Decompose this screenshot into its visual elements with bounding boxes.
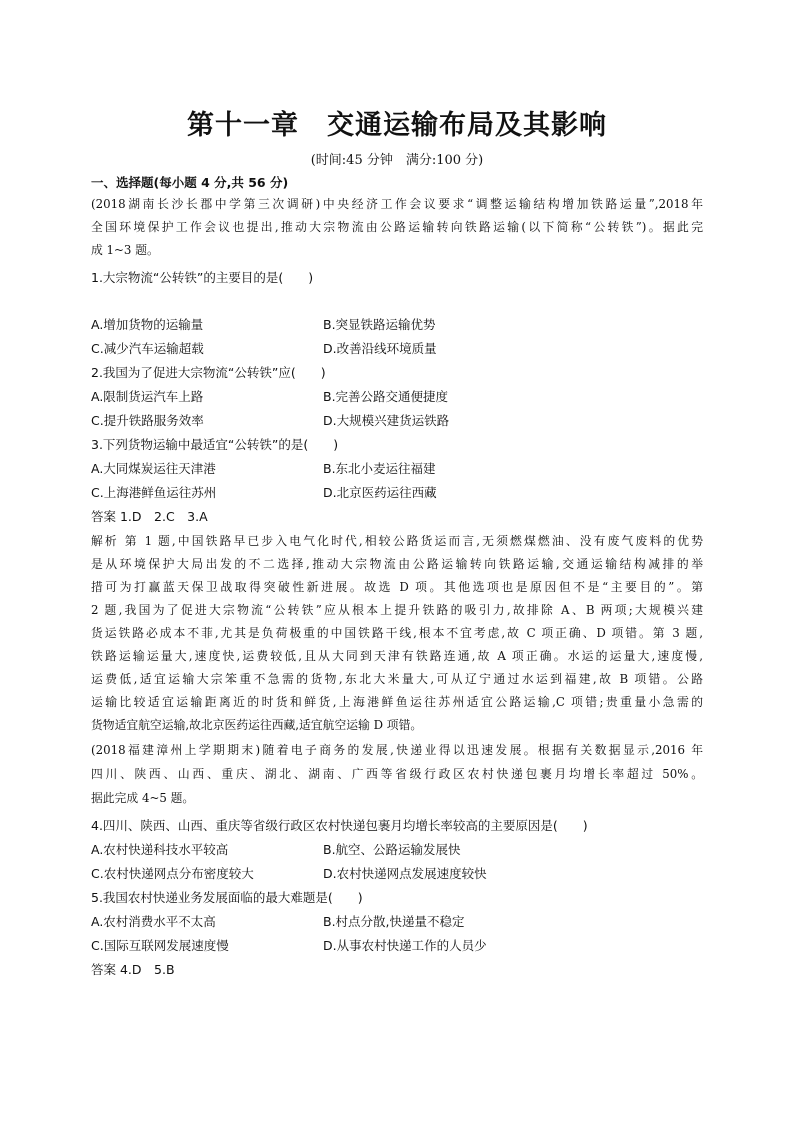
passage-line: (2018福建漳州上学期期末)随着电子商务的发展,快递业得以迅速发展。根据有关数据显示,2016 年 bbox=[91, 743, 703, 757]
explanation-line: 铁路运输运量大,速度快,运费较低,且从大同到天津有铁路连通,故 A 项正确。水运的运量大,速度慢, bbox=[91, 649, 703, 663]
option: D.农村快递网点发展速度较快 bbox=[323, 866, 487, 881]
option: B.突显铁路运输优势 bbox=[323, 317, 436, 332]
option: C.上海港鲜鱼运往苏州 bbox=[91, 485, 217, 500]
exam-info: (时间:45 分钟 满分:100 分) bbox=[310, 153, 484, 168]
passage-line: 据此完成 4~5 题。 bbox=[91, 791, 195, 805]
option: B.航空、公路运输发展快 bbox=[323, 842, 461, 857]
option: B.东北小麦运往福建 bbox=[323, 461, 436, 476]
question-2: 2.我国为了促进大宗物流“公转铁”应( ) bbox=[91, 365, 326, 380]
option: D.改善沿线环境质量 bbox=[323, 341, 437, 356]
answer-key: 答案 1.D 2.C 3.A bbox=[91, 509, 208, 524]
option: C.国际互联网发展速度慢 bbox=[91, 938, 229, 953]
answer-key: 答案 4.D 5.B bbox=[91, 962, 175, 977]
explanation-line: 运费低,适宜运输大宗笨重不急需的货物,东北大米量大,可从辽宁通过水运到福建,故 B 项错。公路 bbox=[91, 672, 703, 686]
explanation-line: 货物适宜航空运输,故北京医药运往西藏,适宜航空运输 D 项错。 bbox=[91, 718, 423, 732]
option: A.农村消费水平不太高 bbox=[91, 914, 216, 929]
question-1: 1.大宗物流“公转铁”的主要目的是( ) bbox=[91, 270, 314, 285]
option: A.大同煤炭运往天津港 bbox=[91, 461, 216, 476]
explanation-line: 2 题,我国为了促进大宗物流“公转铁”应从根本上提升铁路的吸引力,故排除 A、B 两项;大规模兴建 bbox=[91, 603, 703, 617]
option: B.村点分散,快递量不稳定 bbox=[323, 914, 465, 929]
passage-line: 四川、陕西、山西、重庆、湖北、湖南、广西等省级行政区农村快递包裹月均增长率超过 50%。 bbox=[91, 767, 703, 781]
option: A.增加货物的运输量 bbox=[91, 317, 204, 332]
chapter-title: 第十一章 交通运输布局及其影响 bbox=[187, 110, 607, 141]
explanation-line: 是从环境保护大局出发的不二选择,推动大宗物流由公路运输转向铁路运输,交通运输结构减排的举 bbox=[91, 557, 703, 571]
question-5: 5.我国农村快递业务发展面临的最大难题是( ) bbox=[91, 890, 363, 905]
option: D.北京医药运往西藏 bbox=[323, 485, 437, 500]
option: C.减少汽车运输超载 bbox=[91, 341, 204, 356]
option: A.限制货运汽车上路 bbox=[91, 389, 204, 404]
question-3: 3.下列货物运输中最适宜“公转铁”的是( ) bbox=[91, 437, 339, 452]
explanation-line: 解析 第 1 题,中国铁路早已步入电气化时代,相较公路货运而言,无须燃煤燃油、没有废气废料的优势 bbox=[91, 534, 703, 548]
option: A.农村快递科技水平较高 bbox=[91, 842, 229, 857]
option: D.大规模兴建货运铁路 bbox=[323, 413, 450, 428]
explanation-line: 措可为打赢蓝天保卫战取得突破性新进展。故选 D 项。其他选项也是原因但不是“主要目的”。第 bbox=[91, 580, 703, 594]
explanation-line: 货运铁路必成本不菲,尤其是负荷极重的中国铁路干线,根本不宜考虑,故 C 项正确、D 项错。第 3 题, bbox=[91, 626, 703, 640]
section-heading: 一、选择题(每小题 4 分,共 56 分) bbox=[91, 175, 289, 190]
question-4: 4.四川、陕西、山西、重庆等省级行政区农村快递包裹月均增长率较高的主要原因是( ) bbox=[91, 818, 588, 833]
passage-line: (2018湖南长沙长郡中学第三次调研)中央经济工作会议要求“调整运输结构增加铁路运量”,2018年 bbox=[91, 197, 703, 211]
explanation-line: 运输比较适宜运输距离近的时货和鲜货,上海港鲜鱼运往苏州适宜公路运输,C 项错;贵重量小急需的 bbox=[91, 695, 703, 709]
passage-line: 成 1~3 题。 bbox=[91, 243, 159, 257]
option: D.从事农村快递工作的人员少 bbox=[323, 938, 487, 953]
option: C.提升铁路服务效率 bbox=[91, 413, 204, 428]
option: B.完善公路交通便捷度 bbox=[323, 389, 449, 404]
option: C.农村快递网点分布密度较大 bbox=[91, 866, 254, 881]
passage-line: 全国环境保护工作会议也提出,推动大宗物流由公路运输转向铁路运输(以下简称“公转铁”)。据此完 bbox=[91, 220, 703, 234]
